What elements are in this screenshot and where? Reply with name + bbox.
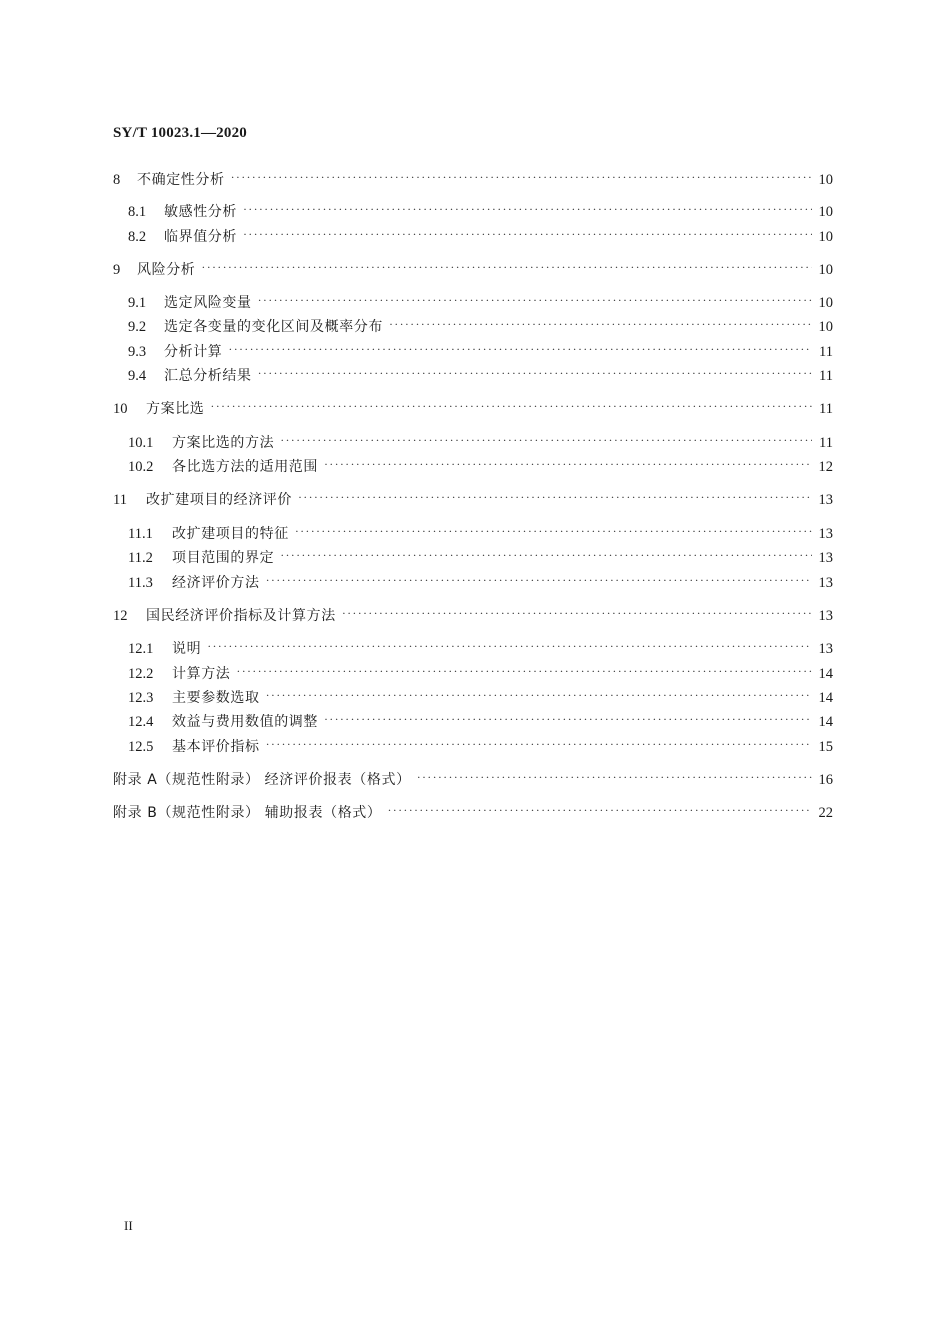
toc-number: 8.1	[128, 204, 147, 220]
toc-entry[interactable]	[113, 605, 833, 627]
toc-leader-dots	[280, 429, 812, 451]
toc-title: 临界值分析	[164, 229, 237, 245]
toc-entry[interactable]	[113, 169, 833, 191]
toc-title: 敏感性分析	[164, 204, 237, 220]
toc-title: 选定各变量的变化区间及概率分布	[164, 319, 383, 335]
toc-page-number: 11	[819, 344, 833, 360]
toc-title: 改扩建项目的特征	[172, 526, 289, 542]
toc-number: 9.4	[128, 368, 147, 384]
toc-title: 基本评价指标	[172, 739, 260, 755]
toc-entry[interactable]	[128, 638, 833, 660]
toc-leader-dots	[258, 362, 812, 384]
toc-leader-dots	[388, 799, 812, 821]
toc-number: 12.5	[128, 739, 154, 755]
document-code: SY/T 10023.1—2020	[113, 125, 247, 141]
toc-entry[interactable]	[113, 259, 833, 281]
toc-number: 11.3	[128, 575, 153, 591]
toc-page-number: 10	[818, 204, 833, 220]
toc-leader-dots	[280, 544, 812, 566]
toc-leader-dots	[236, 660, 812, 682]
toc-entry[interactable]	[128, 736, 833, 758]
toc-title: 附录 A（规范性附录） 经济评价报表（格式）	[113, 772, 411, 788]
toc-number: 9.2	[128, 319, 147, 335]
toc-page-number: 13	[818, 641, 833, 657]
toc-number: 10.1	[128, 435, 154, 451]
toc-title: 不确定性分析	[137, 172, 225, 188]
toc-page-number: 12	[818, 459, 833, 475]
toc-number: 9.1	[128, 295, 147, 311]
toc-leader-dots	[266, 684, 812, 706]
toc-number: 12.2	[128, 666, 154, 682]
toc-leader-dots	[207, 635, 812, 657]
toc-entry[interactable]	[128, 456, 833, 478]
toc-number: 12	[113, 608, 128, 624]
toc-title: 方案比选	[146, 401, 205, 417]
toc-leader-dots	[266, 569, 812, 591]
toc-number: 10.2	[128, 459, 154, 475]
toc-leader-dots	[324, 453, 812, 475]
toc-page-number: 11	[819, 401, 833, 417]
toc-entry[interactable]	[128, 201, 833, 223]
toc-page-number: 13	[818, 608, 833, 624]
toc-page-number: 14	[818, 666, 833, 682]
toc-leader-dots	[228, 338, 812, 360]
toc-page-number: 13	[818, 575, 833, 591]
toc-title: 风险分析	[137, 262, 196, 278]
toc-leader-dots	[231, 166, 812, 188]
toc-page-number: 10	[818, 172, 833, 188]
toc-title: 分析计算	[164, 344, 223, 360]
toc-title: 汇总分析结果	[164, 368, 252, 384]
toc-entry[interactable]	[128, 547, 833, 569]
toc-title: 效益与费用数值的调整	[172, 714, 318, 730]
toc-entry[interactable]	[128, 432, 833, 454]
toc-leader-dots	[324, 708, 812, 730]
toc-leader-dots	[201, 256, 812, 278]
toc-page-number: 10	[818, 295, 833, 311]
toc-title: 经济评价方法	[172, 575, 260, 591]
toc-entry[interactable]	[128, 711, 833, 733]
toc-number: 8	[113, 172, 121, 188]
toc-page-number: 10	[818, 262, 833, 278]
toc-page-number: 16	[818, 772, 833, 788]
toc-page-number: 11	[819, 368, 833, 384]
toc-page-number: 15	[818, 739, 833, 755]
toc-entry[interactable]	[113, 489, 833, 511]
toc-number: 9.3	[128, 344, 147, 360]
toc-title: 各比选方法的适用范围	[172, 459, 318, 475]
toc-number: 11.1	[128, 526, 153, 542]
toc-leader-dots	[389, 313, 812, 335]
toc-page-number: 14	[818, 714, 833, 730]
toc-entry[interactable]	[128, 316, 833, 338]
toc-entry[interactable]	[128, 292, 833, 314]
toc-leader-dots	[295, 520, 812, 542]
toc-page-number: 13	[818, 492, 833, 508]
toc-page-number: 10	[818, 319, 833, 335]
toc-number: 12.1	[128, 641, 154, 657]
toc-entry[interactable]	[128, 365, 833, 387]
toc-leader-dots	[258, 289, 812, 311]
toc-entry[interactable]	[128, 572, 833, 594]
toc-title: 国民经济评价指标及计算方法	[146, 608, 336, 624]
toc-title: 方案比选的方法	[172, 435, 275, 451]
toc-page-number: 14	[818, 690, 833, 706]
toc-leader-dots	[266, 733, 812, 755]
toc-entry[interactable]	[128, 663, 833, 685]
toc-number: 12.4	[128, 714, 154, 730]
toc-leader-dots	[342, 602, 812, 624]
toc-page-number: 10	[818, 229, 833, 245]
toc-leader-dots	[298, 486, 812, 508]
toc-number: 12.3	[128, 690, 154, 706]
toc-page-number: 13	[818, 550, 833, 566]
toc-number: 11.2	[128, 550, 153, 566]
toc-entry[interactable]	[113, 802, 833, 824]
toc-title: 计算方法	[172, 666, 231, 682]
page-number: II	[124, 1218, 133, 1233]
toc-page-number: 22	[818, 805, 833, 821]
toc-title: 选定风险变量	[164, 295, 252, 311]
toc-page-number: 13	[818, 526, 833, 542]
toc-leader-dots	[243, 223, 812, 245]
toc-leader-dots	[417, 766, 812, 788]
toc-entry[interactable]	[128, 687, 833, 709]
toc-entry[interactable]	[128, 226, 833, 248]
toc-entry[interactable]	[128, 523, 833, 545]
toc-entry[interactable]	[113, 398, 833, 420]
toc-page-number: 11	[819, 435, 833, 451]
toc-entry[interactable]	[113, 769, 833, 791]
toc-number: 9	[113, 262, 121, 278]
toc-number: 10	[113, 401, 128, 417]
toc-title: 项目范围的界定	[172, 550, 275, 566]
toc-number: 11	[113, 492, 127, 508]
toc-leader-dots	[243, 198, 812, 220]
toc-title: 主要参数选取	[172, 690, 260, 706]
toc-leader-dots	[210, 395, 812, 417]
toc-title: 改扩建项目的经济评价	[146, 492, 292, 508]
toc-entry[interactable]	[128, 341, 833, 363]
toc-title: 附录 B（规范性附录） 辅助报表（格式）	[113, 805, 382, 821]
toc-title: 说明	[172, 641, 202, 657]
toc-number: 8.2	[128, 229, 147, 245]
